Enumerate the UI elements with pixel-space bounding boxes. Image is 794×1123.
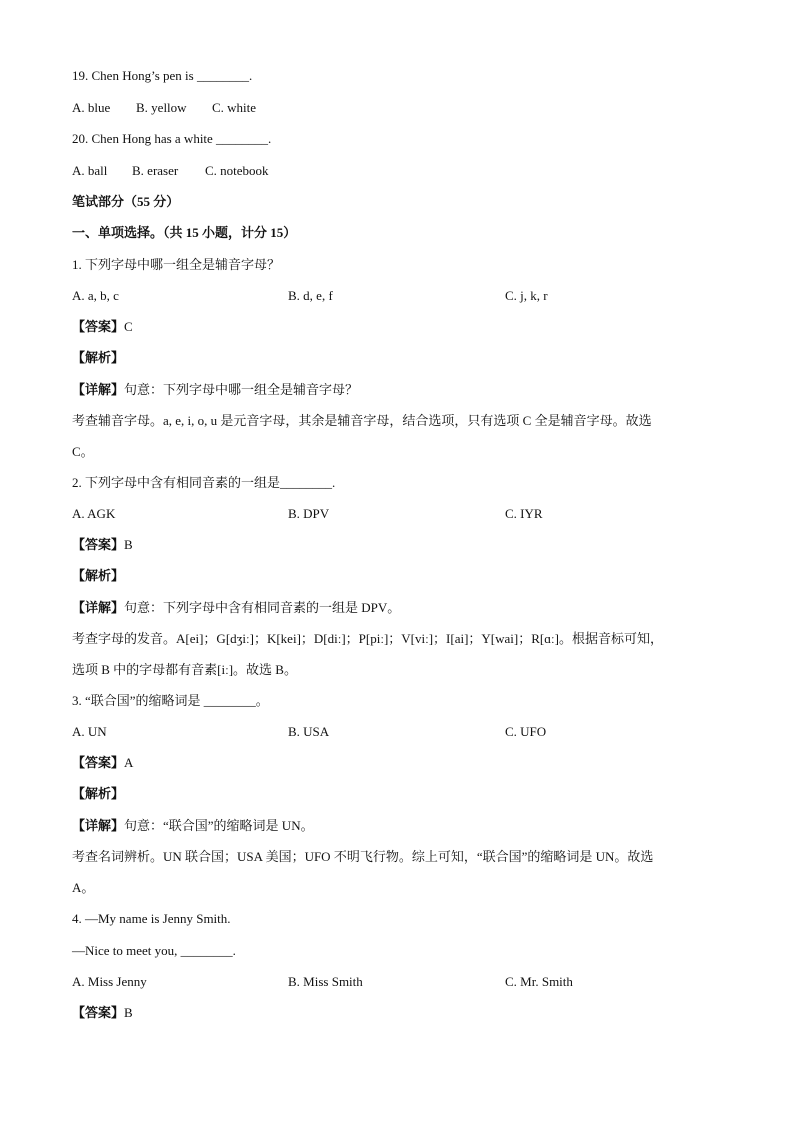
q19-option-b: B. yellow: [136, 100, 187, 115]
q3-detail: [72, 818, 314, 834]
q1-option-a: A. a, b, c: [72, 288, 119, 303]
detail-text: 句意：“联合国”的缩略词是 UN。: [124, 818, 314, 833]
q19-option-c: C. white: [212, 100, 257, 115]
q4-answer: [72, 1005, 133, 1021]
q1-detail: [72, 382, 358, 398]
q2-detail: [72, 600, 400, 616]
part-title: 一、单项选择。（共 15 小题，计分 15）: [72, 225, 297, 240]
q20-option-a: A. ball: [72, 163, 108, 178]
detail-label: 【详解】: [72, 382, 125, 397]
q1-stem: 1. 下列字母中哪一组全是辅音字母？: [72, 257, 281, 272]
q1-option-c: C. j, k, r: [505, 288, 548, 303]
q1-answer: [72, 319, 133, 335]
q20-option-c: C. notebook: [205, 163, 269, 178]
q2-option-b: B. DPV: [288, 506, 330, 521]
q3-explain-1: 考查名词辨析。UN 联合国；USA 美国；UFO 不明飞行物。综上可知，“联合国”的缩略词是 UN。故选: [72, 849, 654, 864]
q20-stem: 20. Chen Hong has a white ________.: [72, 131, 272, 146]
q19-stem: 19. Chen Hong’s pen is ________.: [72, 68, 253, 83]
q4-option-b: B. Miss Smith: [288, 974, 363, 989]
q3-analysis-label: 【解析】: [72, 786, 125, 801]
answer-label: 【答案】: [72, 537, 125, 552]
detail-label: 【详解】: [72, 600, 125, 615]
q1-option-b: B. d, e, f: [288, 288, 333, 303]
answer-value: C: [124, 319, 133, 334]
q2-option-c: C. IYR: [505, 506, 543, 521]
answer-label: 【答案】: [72, 319, 125, 334]
q2-answer: [72, 537, 133, 553]
q4-option-a: A. Miss Jenny: [72, 974, 147, 989]
q1-explain-1: 考查辅音字母。a, e, i, o, u 是元音字母，其余是辅音字母，结合选项，只有选项 C 全是辅音字母。故选: [72, 413, 652, 428]
q3-option-b: B. USA: [288, 724, 330, 739]
q3-option-a: A. UN: [72, 724, 107, 739]
q20-option-b: B. eraser: [132, 163, 179, 178]
answer-label: 【答案】: [72, 1005, 125, 1020]
q2-stem: 2. 下列字母中含有相同音素的一组是________.: [72, 475, 336, 490]
section-title: 笔试部分（55 分）: [72, 194, 180, 209]
q1-analysis-label: 【解析】: [72, 350, 125, 365]
q1-explain-2: C。: [72, 444, 94, 459]
q19-option-a: A. blue: [72, 100, 111, 115]
detail-text: 句意：下列字母中含有相同音素的一组是 DPV。: [124, 600, 401, 615]
q3-option-c: C. UFO: [505, 724, 547, 739]
answer-label: 【答案】: [72, 755, 125, 770]
detail-label: 【详解】: [72, 818, 125, 833]
q2-explain-1: 考查字母的发音。A[ei]；G[dʒiː]；K[kei]；D[diː]；P[piː]；V[viː]；I[ai]；Y[wai]；R[ɑː]。根据音标可知，: [72, 631, 663, 646]
q2-analysis-label: 【解析】: [72, 568, 125, 583]
q4-stem-2: —Nice to meet you, ________.: [72, 943, 236, 958]
q3-stem: 3. “联合国”的缩略词是 ________。: [72, 693, 269, 708]
q3-answer: [72, 755, 133, 771]
q2-explain-2: 选项 B 中的字母都有音素[iː]。故选 B。: [72, 662, 297, 677]
answer-value: A: [124, 755, 134, 770]
answer-value: B: [124, 1005, 133, 1020]
q2-option-a: A. AGK: [72, 506, 116, 521]
q3-explain-2: A。: [72, 880, 95, 895]
detail-text: 句意：下列字母中哪一组全是辅音字母？: [124, 382, 359, 397]
q4-stem-1: 4. —My name is Jenny Smith.: [72, 911, 231, 926]
q4-option-c: C. Mr. Smith: [505, 974, 573, 989]
answer-value: B: [124, 537, 133, 552]
